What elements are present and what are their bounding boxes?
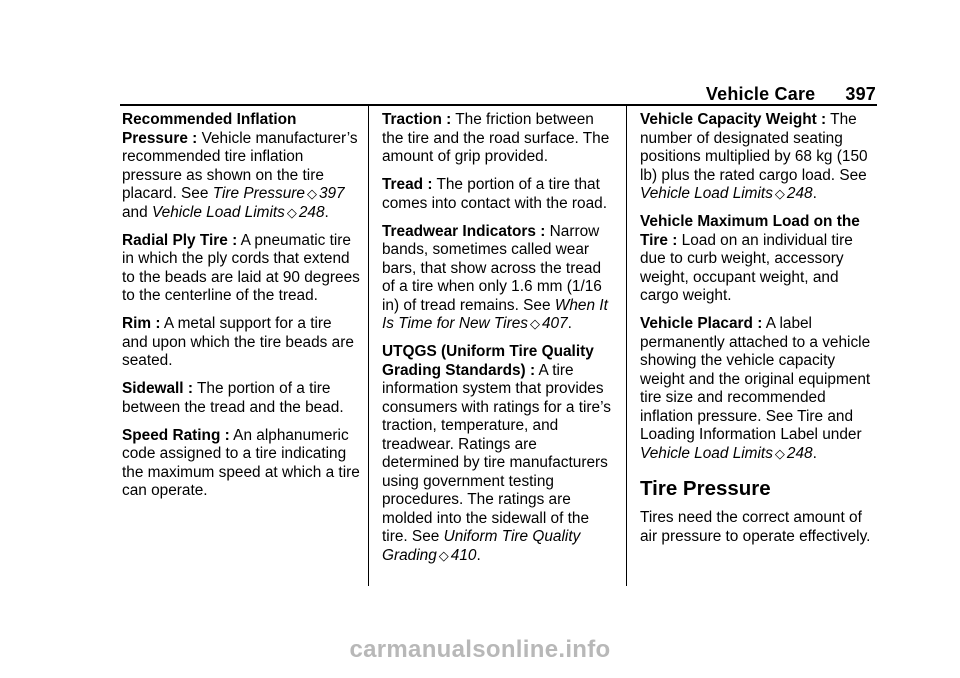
glossary-term: Vehicle Placard : bbox=[640, 315, 763, 332]
glossary-definition: Load on an individual tire due to curb weight, accessory weight, occupant weight, and cargo weight. bbox=[640, 231, 853, 304]
glossary-entry-speed-rating bbox=[122, 427, 360, 501]
running-header bbox=[600, 83, 876, 105]
glossary-entry-recommended-inflation-pressure: Recommended Inflation Pressure : Vehicle manufacturer’s recommended tire inflation pressure as shown on the tire placard. See Tire Pressure ◇ 397 and Vehicle Load Limits ◇ 248. bbox=[122, 111, 358, 221]
column-divider-1 bbox=[368, 104, 369, 586]
glossary-entry-vehicle-capacity-weight: Vehicle Capacity Weight : The number of designated seating positions multiplied by 68 kg (150 lb) plus the rated cargo load. See Vehicle Load Limits ◇ 248. bbox=[640, 111, 868, 202]
glossary-entry-vehicle-maximum-load bbox=[640, 213, 876, 306]
glossary-term: Radial Ply Tire : bbox=[122, 231, 238, 249]
page-reference-icon: ◇ bbox=[529, 316, 540, 331]
page-reference-icon: ◇ bbox=[438, 547, 449, 563]
glossary-definition: A metal support for a tire and upon which the tire beads are seated. bbox=[122, 315, 354, 369]
glossary-definition: A label permanently attached to a vehicle showing the vehicle capacity weight and the original equipment tire size and recommended inflation pressure. See Tire and Loading Information Label under bbox=[640, 315, 871, 443]
watermark: carmanualsonline.info bbox=[349, 636, 611, 663]
section-heading-tire-pressure: Tire Pressure bbox=[640, 477, 771, 500]
glossary-definition: Vehicle manufacturer’s recommended tire inflation pressure as shown on the tire placard. See bbox=[122, 129, 358, 202]
cross-reference-link[interactable]: Vehicle Load Limits ◇ 248 bbox=[640, 185, 813, 202]
page-reference-icon: ◇ bbox=[774, 445, 785, 461]
page-reference-icon: ◇ bbox=[774, 186, 785, 201]
column-3 bbox=[640, 111, 876, 556]
glossary-definition: The portion of a tire between the tread and the bead. bbox=[122, 380, 344, 416]
header-section-title: Vehicle Care bbox=[705, 84, 816, 104]
page-reference-icon: ◇ bbox=[306, 186, 317, 201]
glossary-term: Tread : bbox=[382, 176, 433, 193]
column-2 bbox=[382, 111, 616, 575]
header-rule bbox=[120, 104, 877, 106]
glossary-definition: A pneumatic tire in which the ply cords that extend to the beads are laid at 90 degrees to the centerline of the tread. bbox=[122, 231, 360, 304]
glossary-definition: A tire information system that provides consumers with ratings for a tire’s traction, temperature, and treadwear. Ratings are determined by tire manufacturers using government testing procedures. The ratings are molded into the sidewall of the tire. See bbox=[382, 361, 611, 545]
cross-reference-link[interactable]: Vehicle Load Limits ◇ 248 bbox=[151, 203, 325, 221]
header-page-number: 397 bbox=[845, 84, 876, 104]
column-divider-2 bbox=[626, 104, 627, 586]
cross-reference-link[interactable]: Vehicle Load Limits ◇ 248 bbox=[640, 444, 813, 462]
glossary-term: Treadwear Indicators : bbox=[382, 222, 546, 240]
glossary-term: Vehicle Capacity Weight : bbox=[640, 111, 827, 128]
glossary-definition: The friction between the tire and the road surface. The amount of grip provided. bbox=[382, 111, 610, 165]
column-1 bbox=[122, 111, 360, 510]
glossary-definition: The portion of a tire that comes into contact with the road. bbox=[382, 176, 607, 212]
glossary-definition: An alphanumeric code assigned to a tire indicating the maximum speed at which a tire can operate. bbox=[122, 426, 360, 499]
glossary-entry-sidewall bbox=[122, 380, 360, 417]
cross-reference-link[interactable]: Tire Pressure ◇ 397 bbox=[212, 185, 345, 202]
cross-reference-link[interactable]: Uniform Tire Quality Grading ◇ 410 bbox=[382, 528, 581, 564]
glossary-entry-vehicle-placard: Vehicle Placard : A label permanently attached to a vehicle showing the vehicle capacity weight and the original equipment tire size and recommended inflation pressure. See Tire and Loading Information Label under Vehicle Load Limits ◇ 248. bbox=[640, 315, 871, 462]
glossary-term: Speed Rating : bbox=[122, 426, 230, 444]
glossary-entry-utqgs: UTQGS (Uniform Tire Quality Grading Standards) : A tire information system that provides consumers with ratings for a tire’s traction, temperature, and treadwear. Ratings are determined by tire manufacturers using government testing procedures. The ratings are molded into the sidewall of the tire. See Uniform Tire Quality Grading ◇ 410. bbox=[382, 343, 611, 564]
glossary-entry-treadwear-indicators: Treadwear Indicators : Narrow bands, sometimes called wear bars, that show across the tread of a tire when only 1.6 mm (1/16 in) of tread remains. See When It Is Time for New Tires ◇ 407. bbox=[382, 222, 608, 332]
glossary-definition: The number of designated seating positions multiplied by 68 kg (150 lb) plus the rated cargo load. See bbox=[640, 111, 868, 184]
glossary-term: Rim : bbox=[122, 315, 161, 332]
cross-reference-link[interactable]: When It Is Time for New Tires ◇ 407 bbox=[382, 296, 608, 332]
glossary-definition: Narrow bands, sometimes called wear bars, that show across the tread of a tire when only 1.6 mm (1/16 in) of tread remains. See bbox=[382, 222, 602, 314]
glossary-term: Recommended Inflation Pressure : bbox=[122, 111, 297, 147]
glossary-term: Sidewall : bbox=[122, 380, 193, 397]
glossary-entry-radial-ply-tire bbox=[122, 232, 360, 306]
page-reference-icon: ◇ bbox=[286, 204, 297, 220]
glossary-entry-tread bbox=[382, 176, 616, 213]
section-paragraph-tire-pressure: Tires need the correct amount of air pressure to operate effectively. bbox=[640, 509, 871, 545]
glossary-entry-traction bbox=[382, 111, 616, 167]
glossary-term: Traction : bbox=[382, 111, 452, 128]
glossary-term: Vehicle Maximum Load on the Tire : bbox=[640, 213, 860, 249]
glossary-entry-rim bbox=[122, 315, 360, 371]
glossary-term: UTQGS (Uniform Tire Quality Grading Standards) : bbox=[382, 343, 594, 379]
